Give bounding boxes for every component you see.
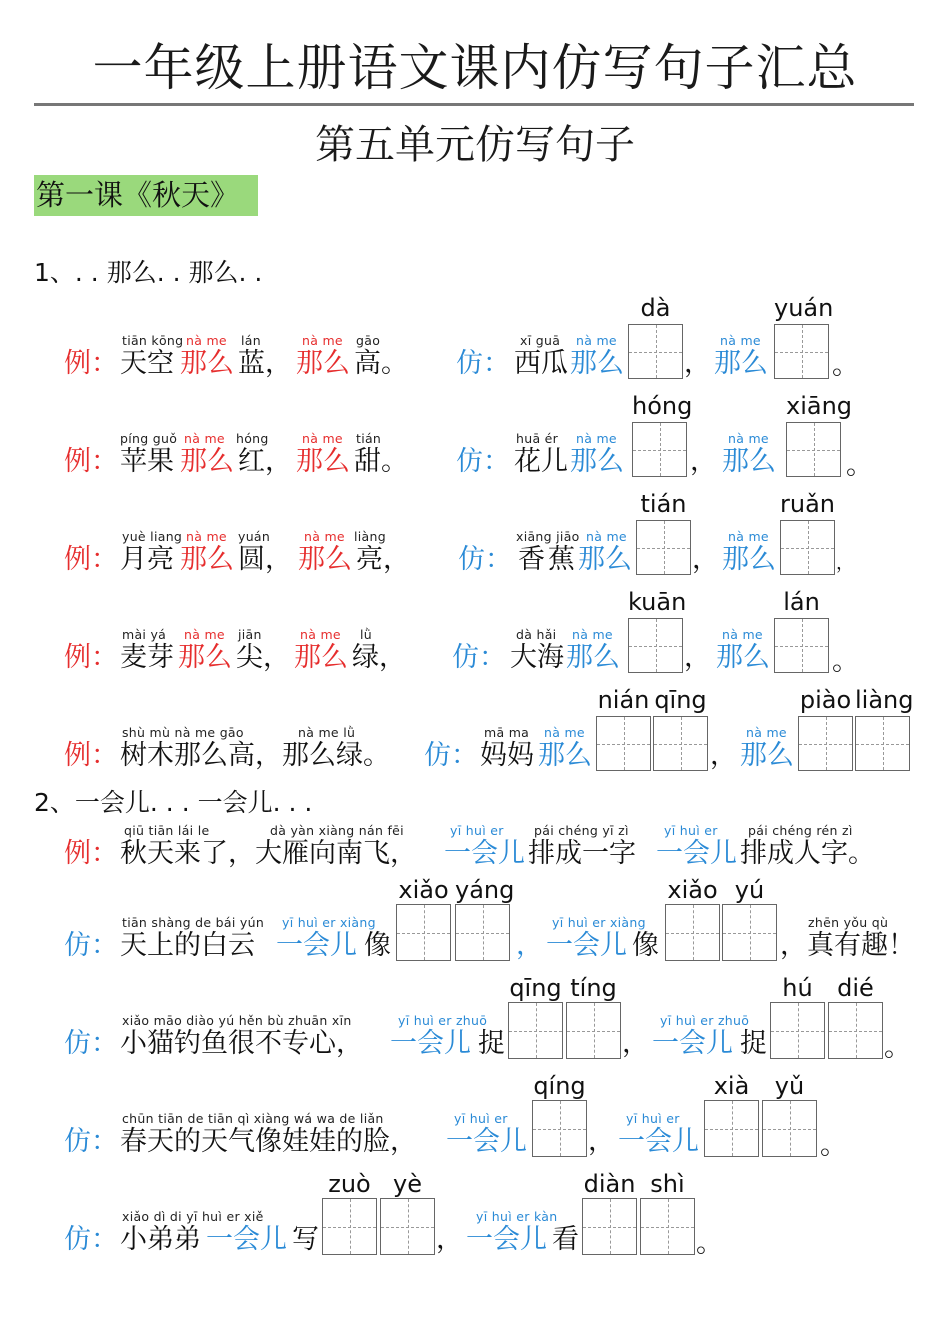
imitate-label: 仿： [64, 1224, 118, 1255]
writing-box[interactable] [855, 716, 910, 771]
pinyin: nà me [728, 431, 769, 446]
pinyin: jiān [238, 627, 262, 642]
punctuation: 。 [820, 1130, 847, 1161]
pinyin: yī huì er zhuō [660, 1013, 750, 1028]
pinyin: nà me [544, 725, 585, 740]
writing-box[interactable] [380, 1198, 435, 1255]
pinyin: dà yàn xiàng nán fēi [270, 823, 404, 838]
imitate-keyword: 一会儿 [466, 1224, 547, 1255]
box-pinyin: dié [837, 974, 874, 1002]
punctuation: 。 [884, 1032, 911, 1063]
box-pinyin: qíng [533, 1072, 586, 1100]
writing-box[interactable] [722, 904, 777, 961]
pinyin: yī huì er kàn [476, 1209, 558, 1224]
pinyin: nà me [746, 725, 787, 740]
writing-box[interactable] [628, 324, 683, 379]
box-pinyin: diàn [583, 1170, 636, 1198]
box-pinyin: qīng [654, 686, 707, 714]
pinyin: yī huì er zhuō [398, 1013, 488, 1028]
box-pinyin: shì [650, 1170, 685, 1198]
pinyin: tiān kōng [122, 333, 184, 348]
writing-box[interactable] [762, 1100, 817, 1157]
box-pinyin: hú [782, 974, 813, 1002]
box-pinyin: lán [783, 588, 820, 616]
punctuation: ， [516, 930, 543, 961]
imitate-keyword: 一会儿 [652, 1028, 733, 1059]
pinyin: nà me [300, 627, 341, 642]
imitate-keyword: 那么 [570, 446, 624, 477]
pinyin: nà me [304, 529, 345, 544]
example-label: 例： [64, 740, 118, 771]
pinyin: lán [241, 333, 261, 348]
page-title: 一年级上册语文课内仿写句子汇总 [92, 39, 858, 97]
pinyin: nà me [186, 333, 227, 348]
example-keyword: 那么 [298, 544, 352, 575]
pinyin: xiāng jiāo [516, 529, 580, 544]
writing-box[interactable] [640, 1198, 695, 1255]
imitate-label: 仿： [452, 642, 506, 673]
pinyin: xī guā [520, 333, 561, 348]
pinyin: nà me [186, 529, 227, 544]
pinyin: nà me [184, 431, 225, 446]
pinyin: píng guǒ [120, 431, 178, 446]
writing-box[interactable] [774, 618, 829, 673]
punctuation: ， [690, 446, 717, 477]
imitate-keyword: 一会儿 [446, 1126, 527, 1157]
pinyin: nà me [302, 431, 343, 446]
writing-box[interactable] [455, 904, 510, 961]
box-pinyin: xiāng [786, 392, 853, 420]
writing-box[interactable] [636, 520, 691, 575]
punctuation: ， [836, 553, 854, 574]
imitate-keyword: 那么 [722, 446, 776, 477]
imitate-text: 看 [552, 1224, 579, 1255]
writing-box[interactable] [704, 1100, 759, 1157]
pinyin: nà me [572, 627, 613, 642]
box-pinyin: hóng [632, 392, 693, 420]
imitate-label: 仿： [64, 930, 118, 961]
example-text: 树木那么高，那么绿。 [120, 740, 390, 771]
writing-box[interactable] [786, 422, 841, 477]
imitate-keyword: 一会儿 [618, 1126, 699, 1157]
pinyin: yuè liang [122, 529, 183, 544]
pinyin: shù mù nà me gāo [122, 725, 244, 740]
punctuation: ， [684, 642, 711, 673]
example-label: 例： [64, 544, 118, 575]
punctuation: ， [622, 1028, 649, 1059]
example-text: 高。 [354, 348, 408, 379]
example-text: 红， [238, 446, 292, 477]
example-text: 尖， [236, 642, 290, 673]
pinyin: pái chéng yī zì [534, 823, 629, 838]
example-keyword: 那么 [294, 642, 348, 673]
example-text: 排成一字 [528, 838, 636, 869]
example-text: 苹果 [120, 446, 174, 477]
box-pinyin: nián [597, 686, 650, 714]
pinyin: yī huì er xiàng [552, 915, 646, 930]
imitate-text: 大海 [510, 642, 564, 673]
example-keyword: 那么 [180, 544, 234, 575]
example-text: 亮， [356, 544, 410, 575]
box-pinyin: yú [734, 876, 765, 904]
imitate-label: 仿： [458, 544, 512, 575]
title-divider [34, 103, 914, 106]
example-label: 例： [64, 838, 118, 869]
box-pinyin: zuò [328, 1170, 371, 1198]
punctuation: ， [588, 1126, 615, 1157]
pinyin: dà hǎi [516, 627, 557, 642]
box-pinyin: ruǎn [780, 490, 835, 518]
example-label: 例： [64, 446, 118, 477]
writing-box[interactable] [396, 904, 451, 961]
example-text: 天空 [120, 348, 174, 379]
imitate-text: 捉 [478, 1028, 505, 1059]
imitate-keyword: 那么 [570, 348, 624, 379]
writing-box[interactable] [774, 324, 829, 379]
pinyin: nà me [576, 431, 617, 446]
example-text: 月亮 [120, 544, 174, 575]
pinyin: gāo [356, 333, 381, 348]
section-2-heading: 2、一会儿. . . 一会儿. . . [34, 788, 313, 817]
pinyin: mā ma [484, 725, 530, 740]
imitate-keyword: 一会儿 [390, 1028, 471, 1059]
pinyin: nà me [728, 529, 769, 544]
unit-subtitle: 第五单元仿写句子 [315, 122, 635, 168]
pinyin: pái chéng rén zì [748, 823, 853, 838]
writing-box[interactable] [322, 1198, 377, 1255]
punctuation: ， [436, 1224, 463, 1255]
pinyin: yī huì er xiàng [282, 915, 376, 930]
imitate-keyword: 那么 [722, 544, 776, 575]
imitate-keyword: 那么 [740, 740, 794, 771]
example-label: 例： [64, 642, 118, 673]
pinyin: xiǎo dì di yī huì er xiě [122, 1209, 264, 1224]
pinyin: nà me lǜ [298, 725, 356, 740]
writing-box[interactable] [532, 1100, 587, 1157]
imitate-keyword: 那么 [538, 740, 592, 771]
box-pinyin: xià [713, 1072, 750, 1100]
imitate-text: 花儿 [514, 446, 568, 477]
pinyin: hóng [236, 431, 269, 446]
example-text: 绿， [352, 642, 406, 673]
pinyin: nà me [576, 333, 617, 348]
pinyin: chūn tiān de tiān qì xiàng wá wa de liǎn [122, 1111, 384, 1126]
box-pinyin: qīng [509, 974, 562, 1002]
box-pinyin: kuān [628, 588, 687, 616]
imitate-label: 仿： [64, 1126, 118, 1157]
writing-box[interactable] [566, 1002, 621, 1059]
example-keyword: 那么 [180, 348, 234, 379]
imitate-text: 香蕉 [518, 544, 578, 575]
pinyin: huā ér [516, 431, 559, 446]
writing-box[interactable] [628, 618, 683, 673]
pinyin: yī huì er [664, 823, 718, 838]
punctuation: 。 [832, 646, 859, 677]
box-pinyin: piào [799, 686, 852, 714]
box-pinyin: dà [640, 294, 671, 322]
pinyin: xiǎo māo diào yú hěn bù zhuān xīn [122, 1013, 352, 1028]
example-keyword: 一会儿 [444, 838, 525, 869]
example-label: 例： [64, 348, 118, 379]
writing-box[interactable] [582, 1198, 637, 1255]
pinyin: liàng [354, 529, 386, 544]
imitate-keyword: 一会儿 [206, 1224, 287, 1255]
pinyin: zhēn yǒu qù [808, 915, 889, 930]
section-1-heading: 1、. . 那么. . 那么. . [34, 258, 263, 287]
imitate-text: 妈妈 [480, 740, 534, 771]
imitate-label: 仿： [64, 1028, 118, 1059]
punctuation: 。 [696, 1228, 723, 1259]
imitate-label: 仿： [456, 446, 510, 477]
example-text: 排成人字。 [740, 838, 875, 869]
writing-box[interactable] [770, 1002, 825, 1059]
imitate-keyword: 那么 [716, 642, 770, 673]
box-pinyin: yáng [455, 876, 515, 904]
punctuation: ， [684, 348, 711, 379]
imitate-text: 小弟弟 [120, 1224, 201, 1255]
imitate-keyword: 那么 [566, 642, 620, 673]
pinyin: lǜ [360, 627, 372, 642]
writing-box[interactable] [665, 904, 720, 961]
box-pinyin: yè [393, 1170, 422, 1198]
imitate-text: 像 [364, 930, 391, 961]
pinyin: qiū tiān lái le [124, 823, 210, 838]
pinyin: nà me [586, 529, 627, 544]
imitate-text: 小猫钓鱼很不专心， [120, 1028, 363, 1059]
imitate-keyword: 一会儿 [276, 930, 357, 961]
box-pinyin: yǔ [774, 1072, 805, 1100]
pinyin: yuán [238, 529, 271, 544]
example-text: 麦芽 [120, 642, 174, 673]
writing-box[interactable] [780, 520, 835, 575]
imitate-text: 捉 [740, 1028, 767, 1059]
imitate-keyword: 那么 [714, 348, 768, 379]
box-pinyin: tíng [570, 974, 617, 1002]
imitate-keyword: 一会儿 [546, 930, 627, 961]
example-keyword: 那么 [180, 446, 234, 477]
punctuation: ， [710, 740, 737, 771]
writing-box[interactable] [828, 1002, 883, 1059]
box-pinyin: xiǎo [398, 876, 449, 904]
example-keyword: 一会儿 [656, 838, 737, 869]
writing-box[interactable] [596, 716, 651, 771]
imitate-text: 像 [632, 930, 659, 961]
example-keyword: 那么 [296, 446, 350, 477]
example-text: 秋天来了，大雁向南飞， [120, 838, 417, 869]
imitate-keyword: 那么 [578, 544, 632, 575]
punctuation: 。 [832, 350, 859, 381]
lesson-heading: 第一课《秋天》 [34, 175, 258, 216]
punctuation: 。 [846, 450, 873, 481]
pinyin: tián [356, 431, 382, 446]
box-pinyin: xiǎo [667, 876, 718, 904]
example-text: 甜。 [354, 446, 408, 477]
example-text: 蓝， [238, 348, 292, 379]
pinyin: nà me [720, 333, 761, 348]
imitate-text: 天上的白云 [120, 930, 255, 961]
writing-box[interactable] [508, 1002, 563, 1059]
box-pinyin: tián [640, 490, 687, 518]
punctuation: ， [692, 544, 719, 575]
imitate-label: 仿： [424, 740, 478, 771]
imitate-text: 西瓜 [514, 348, 568, 379]
pinyin: yī huì er [626, 1111, 680, 1126]
pinyin: nà me [184, 627, 225, 642]
pinyin: yī huì er [450, 823, 504, 838]
imitate-text: 写 [292, 1224, 319, 1255]
writing-box[interactable] [798, 716, 853, 771]
example-keyword: 那么 [296, 348, 350, 379]
example-text: 圆， [238, 544, 292, 575]
box-pinyin: liàng [855, 686, 914, 714]
imitate-label: 仿： [456, 348, 510, 379]
pinyin: nà me [722, 627, 763, 642]
example-keyword: 那么 [178, 642, 232, 673]
writing-box[interactable] [632, 422, 687, 477]
pinyin: mài yá [122, 627, 167, 642]
box-pinyin: yuán [774, 294, 834, 322]
writing-box[interactable] [653, 716, 708, 771]
pinyin: nà me [302, 333, 343, 348]
imitate-text: 春天的天气像娃娃的脸， [120, 1126, 417, 1157]
pinyin: tiān shàng de bái yún [122, 915, 265, 930]
pinyin: yī huì er [454, 1111, 508, 1126]
imitate-text: ，真有趣！ [780, 930, 915, 961]
